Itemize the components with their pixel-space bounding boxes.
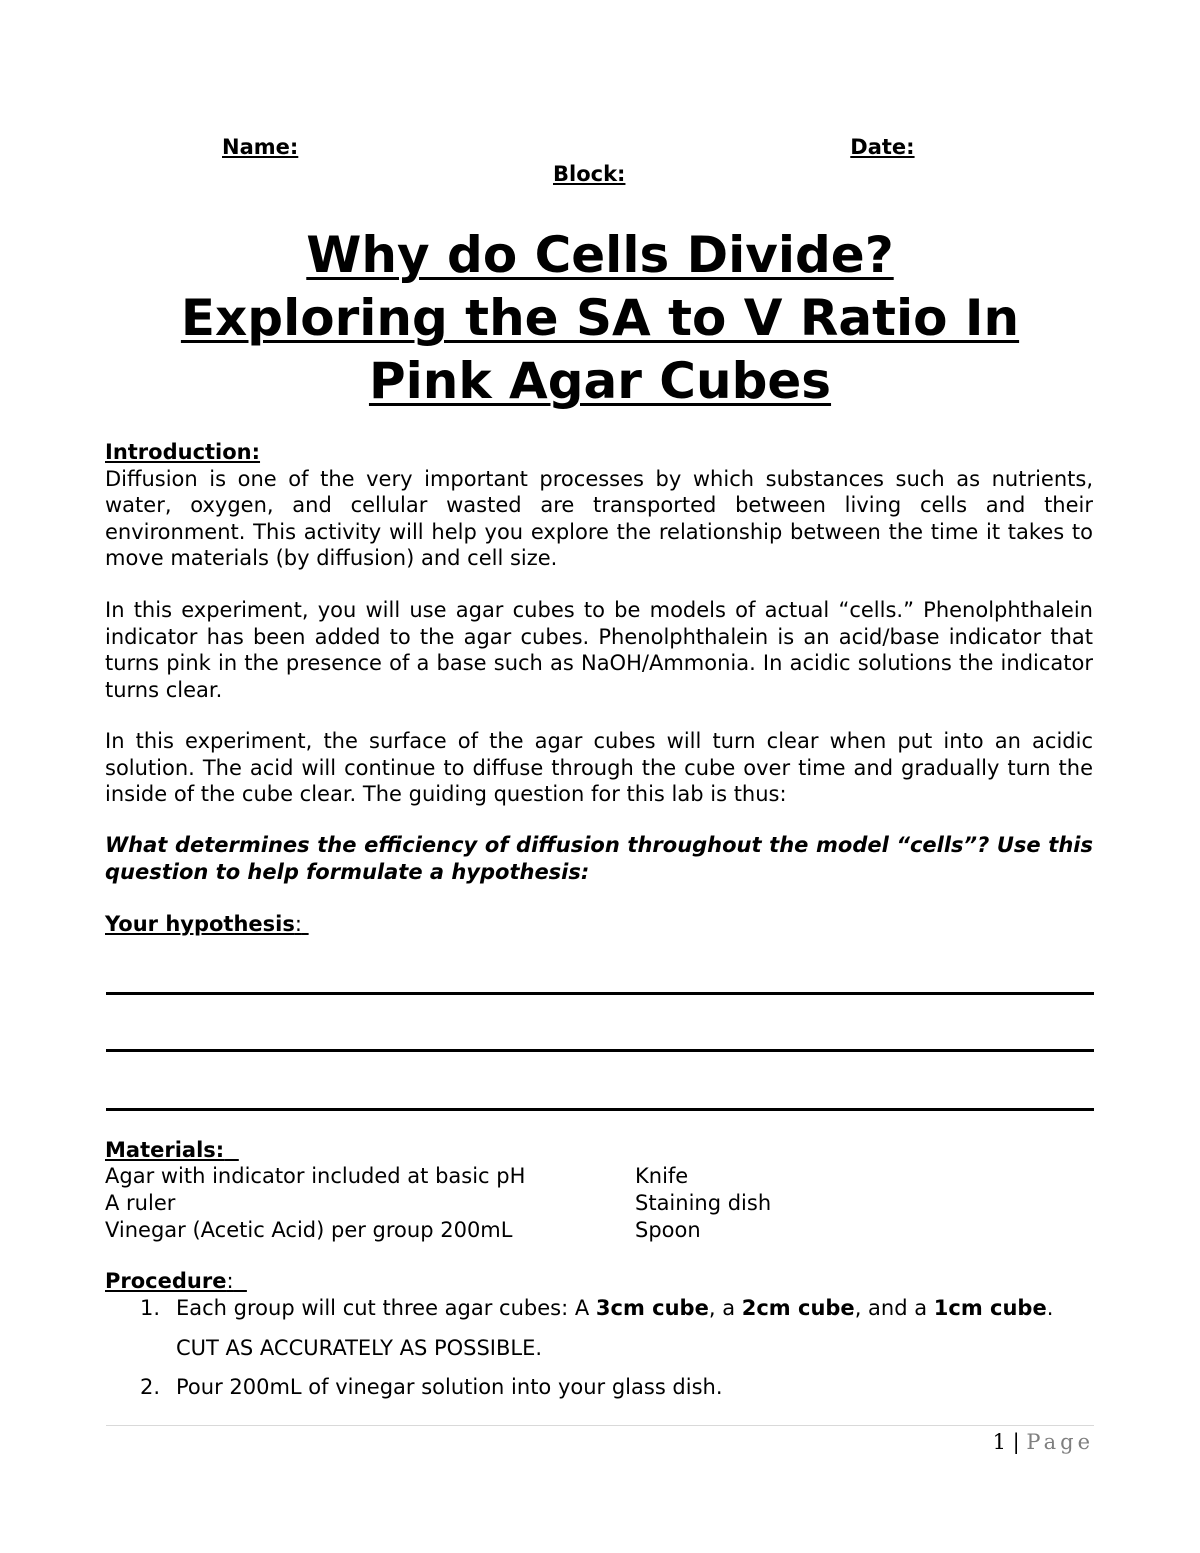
introduction-section <box>105 439 1093 572</box>
hypothesis-label: Your hypothesis <box>105 912 295 936</box>
hypothesis-heading <box>105 912 309 936</box>
material-item: Spoon <box>635 1218 701 1242</box>
page-title-line-3: Pink Agar Cubes <box>368 352 832 410</box>
material-item: Knife <box>635 1164 689 1188</box>
materials-left-column <box>105 1163 525 1244</box>
step-1-text-b: , a <box>708 1296 742 1320</box>
procedure-colon: : <box>226 1269 234 1293</box>
block-label: Block: <box>553 162 626 186</box>
page-title-line-2: Exploring the SA to V Ratio In <box>180 289 1020 347</box>
page-footer <box>993 1430 1094 1454</box>
block-blank-left[interactable] <box>495 162 553 186</box>
guiding-question: What determines the efficiency of diffusion throughout the model “cells”? Use this question to help formulate a hypothesis: <box>105 833 1093 884</box>
block-blank-right[interactable] <box>625 162 695 186</box>
step-2-number: 2. <box>140 1375 161 1399</box>
date-blank[interactable] <box>915 135 963 159</box>
procedure-step-2: Pour 200mL of vinegar solution into your glass dish. <box>176 1375 723 1399</box>
materials-heading <box>105 1138 239 1162</box>
block-line <box>495 162 695 186</box>
name-date-line <box>222 135 963 159</box>
footer-divider <box>106 1425 1094 1426</box>
step-1-bold-1cm: 1cm cube <box>933 1296 1047 1320</box>
page-word: Page <box>1026 1430 1094 1454</box>
material-item: Staining dish <box>635 1191 772 1215</box>
page-title-line-1: Why do Cells Divide? <box>306 226 894 284</box>
step-1-bold-2cm: 2cm cube <box>741 1296 855 1320</box>
hypothesis-answer-line-3[interactable] <box>106 1108 1094 1111</box>
date-label: Date: <box>850 135 915 159</box>
hypothesis-colon: : <box>294 912 302 936</box>
name-label: Name: <box>222 135 299 159</box>
page-number: 1 <box>992 1430 1006 1454</box>
material-item: Vinegar (Acetic Acid) per group 200mL <box>105 1218 513 1242</box>
material-item: A ruler <box>105 1191 176 1215</box>
materials-heading-text: Materials: <box>105 1138 225 1162</box>
introduction-heading: Introduction: <box>105 440 261 464</box>
name-blank[interactable] <box>298 135 850 159</box>
step-1-text-c: , and a <box>854 1296 934 1320</box>
materials-right-column <box>635 1163 771 1244</box>
step-1-number: 1. <box>140 1296 161 1320</box>
introduction-paragraph-3: In this experiment, the surface of the agar cubes will turn clear when put into an acidic solution. The acid will continue to diffuse through the cube over time and gradually turn the inside of the cube clear. The guiding question for this lab is thus: <box>105 729 1093 806</box>
hypothesis-answer-line-1[interactable] <box>106 992 1094 995</box>
introduction-paragraph-1: Diffusion is one of the very important processes by which substances such as nutrients, water, oxygen, and cellular wasted are transported between living cells and their environment. This activity will help you explore the relationship between the time it takes to move materials (by diffusion) and cell size. <box>105 466 1093 570</box>
step-1-bold-3cm: 3cm cube <box>595 1296 709 1320</box>
introduction-paragraph-2: In this experiment, you will use agar cubes to be models of actual “cells.” Phenolphthalein indicator has been added to the agar cubes. Phenolphthalein is an acid/base indicator that turns pink in the presence of a base such as NaOH/Ammonia. In acidic solutions the indicator turns clear. <box>105 598 1093 702</box>
material-item: Agar with indicator included at basic pH <box>105 1164 526 1188</box>
footer-separator: | <box>1005 1430 1027 1454</box>
procedure-step-1 <box>176 1288 1096 1368</box>
hypothesis-answer-line-2[interactable] <box>106 1049 1094 1052</box>
step-1-text-d: . CUT AS ACCURATELY AS POSSIBLE. <box>176 1296 1054 1360</box>
step-1-text-a: Each group will cut three agar cubes: A <box>176 1296 596 1320</box>
procedure-label: Procedure <box>105 1269 227 1293</box>
